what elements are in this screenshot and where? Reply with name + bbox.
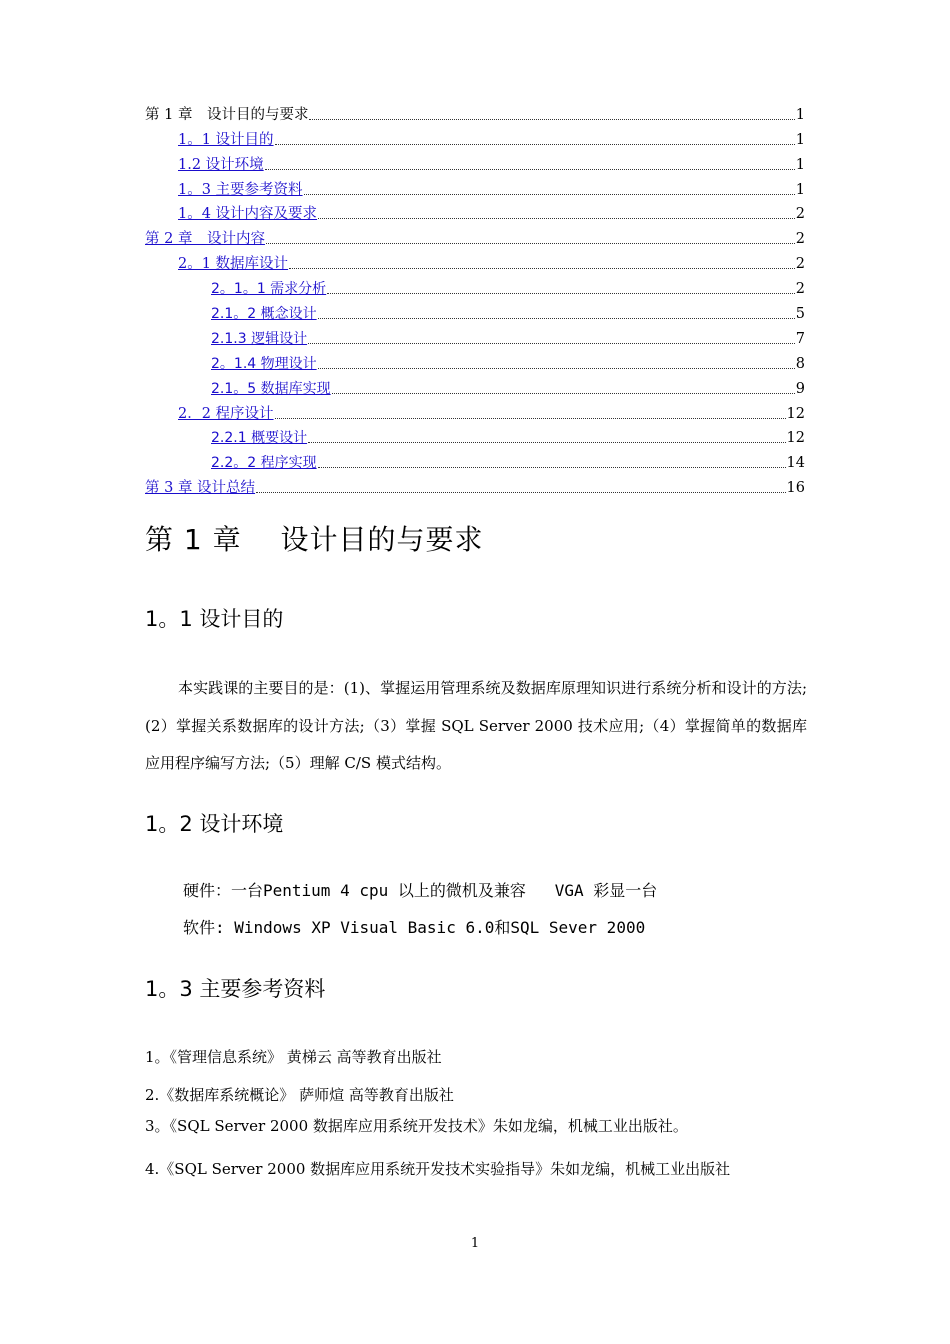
toc-entry-title[interactable]: 1.2 设计环境 [178, 156, 264, 173]
toc-entry[interactable] [145, 473, 805, 498]
toc-entry-page: 9 [795, 380, 805, 397]
toc-entry-title[interactable]: 2.1。5 数据库实现 [211, 380, 331, 397]
toc-entry-page: 8 [795, 355, 805, 372]
toc-entry-title[interactable]: 2.2.1 概要设计 [211, 430, 308, 447]
toc-dot-leader [309, 118, 794, 120]
toc-entry-title[interactable]: 2。1 数据库设计 [178, 256, 289, 273]
toc-entry[interactable] [145, 150, 805, 175]
toc-dot-leader [275, 143, 795, 145]
toc-dot-leader [304, 193, 795, 195]
toc-entry-title[interactable]: 第 3 章 设计总结 [145, 480, 256, 497]
reference-item: 4.《SQL Server 2000 数据库应用系统开发技术实验指导》朱如龙编，机械工业出版社 [145, 1160, 731, 1178]
toc-dot-leader [308, 342, 795, 344]
toc-entry[interactable] [145, 274, 805, 299]
toc-dot-leader [256, 491, 785, 493]
toc-dot-leader [266, 242, 795, 244]
toc-dot-leader [289, 267, 795, 269]
toc-entry-page: 2 [795, 256, 805, 273]
toc-entry-title[interactable]: 2．2 程序设计 [178, 405, 274, 422]
toc-dot-leader [275, 417, 786, 419]
toc-entry[interactable] [145, 424, 805, 449]
toc-dot-leader [318, 367, 795, 369]
toc-entry-title[interactable]: 1。4 设计内容及要求 [178, 206, 318, 223]
toc-entry-page: 5 [795, 306, 805, 323]
page-number: 1 [470, 1236, 480, 1251]
toc-entry-title[interactable]: 1。1 设计目的 [178, 131, 274, 148]
toc-entry-page: 12 [786, 430, 805, 447]
toc-entry-page: 7 [795, 330, 805, 347]
toc-entry[interactable] [145, 399, 805, 424]
toc-entry-title: 第 1 章 设计目的与要求 [145, 106, 309, 123]
reference-item: 2.《数据库系统概论》 萨师煊 高等教育出版社 [145, 1086, 454, 1104]
toc-entry[interactable] [145, 175, 805, 200]
chapter-heading: 第 1 章 设计目的与要求 [145, 523, 484, 556]
toc-dot-leader [332, 392, 795, 394]
toc-entry-title[interactable]: 2.1。2 概念设计 [211, 306, 317, 323]
toc-entry-title[interactable]: 2。1。1 需求分析 [211, 281, 327, 298]
toc-entry-page: 1 [795, 156, 805, 173]
toc-entry-page: 2 [795, 231, 805, 248]
toc-entry-title[interactable]: 1。3 主要参考资料 [178, 181, 303, 198]
toc-entry-page: 16 [786, 480, 805, 497]
purpose-paragraph: 本实践课的主要目的是：(1)、掌握运用管理系统及数据库原理知识进行系统分析和设计的方法;(2）掌握关系数据库的设计方法;（3）掌握 SQL Server 2000 技术应用;（4）掌握简单的数据库应用程序编写方法;（5）理解 C/S 模式结构。 [145, 679, 807, 772]
toc-entry-page: 2 [795, 281, 805, 298]
toc-entry-title[interactable]: 第 2 章 设计内容 [145, 231, 265, 248]
toc-dot-leader [265, 168, 795, 170]
toc-dot-leader [308, 441, 785, 443]
table-of-contents [145, 100, 805, 498]
toc-entry[interactable] [145, 374, 805, 399]
toc-entry-page: 12 [786, 405, 805, 422]
toc-entry-page: 14 [786, 455, 805, 472]
reference-item: 3。《SQL Server 2000 数据库应用系统开发技术》朱如龙编，机械工业出版社。 [145, 1117, 688, 1135]
toc-entry-title[interactable]: 2.2。2 程序实现 [211, 455, 317, 472]
toc-dot-leader [318, 317, 795, 319]
toc-entry[interactable] [145, 224, 805, 249]
toc-entry-title[interactable]: 2.1.3 逻辑设计 [211, 330, 308, 347]
software-line: 软件: Windows XP Visual Basic 6.0和SQL Sever 2000 [183, 918, 646, 937]
toc-dot-leader [318, 466, 786, 468]
toc-entry-title[interactable]: 2。1.4 物理设计 [211, 355, 317, 372]
reference-item: 1。《管理信息系统》 黄梯云 高等教育出版社 [145, 1048, 442, 1066]
toc-dot-leader [327, 292, 795, 294]
toc-entry[interactable] [145, 324, 805, 349]
toc-entry[interactable] [145, 299, 805, 324]
toc-entry[interactable] [145, 349, 805, 374]
toc-entry[interactable] [145, 448, 805, 473]
toc-entry[interactable] [145, 249, 805, 274]
toc-entry [145, 100, 805, 125]
toc-entry-page: 1 [795, 131, 805, 148]
hardware-line: 硬件：一台Pentium 4 cpu 以上的微机及兼容 VGA 彩显一台 [183, 881, 658, 900]
toc-dot-leader [318, 217, 795, 219]
toc-entry-page: 1 [795, 106, 805, 123]
section-heading-design-environment: 1。2 设计环境 [145, 812, 284, 836]
toc-entry-page: 2 [795, 206, 805, 223]
toc-entry-page: 1 [795, 181, 805, 198]
toc-entry[interactable] [145, 200, 805, 225]
toc-entry[interactable] [145, 125, 805, 150]
section-heading-design-purpose: 1。1 设计目的 [145, 607, 284, 631]
section-heading-references: 1。3 主要参考资料 [145, 977, 326, 1001]
